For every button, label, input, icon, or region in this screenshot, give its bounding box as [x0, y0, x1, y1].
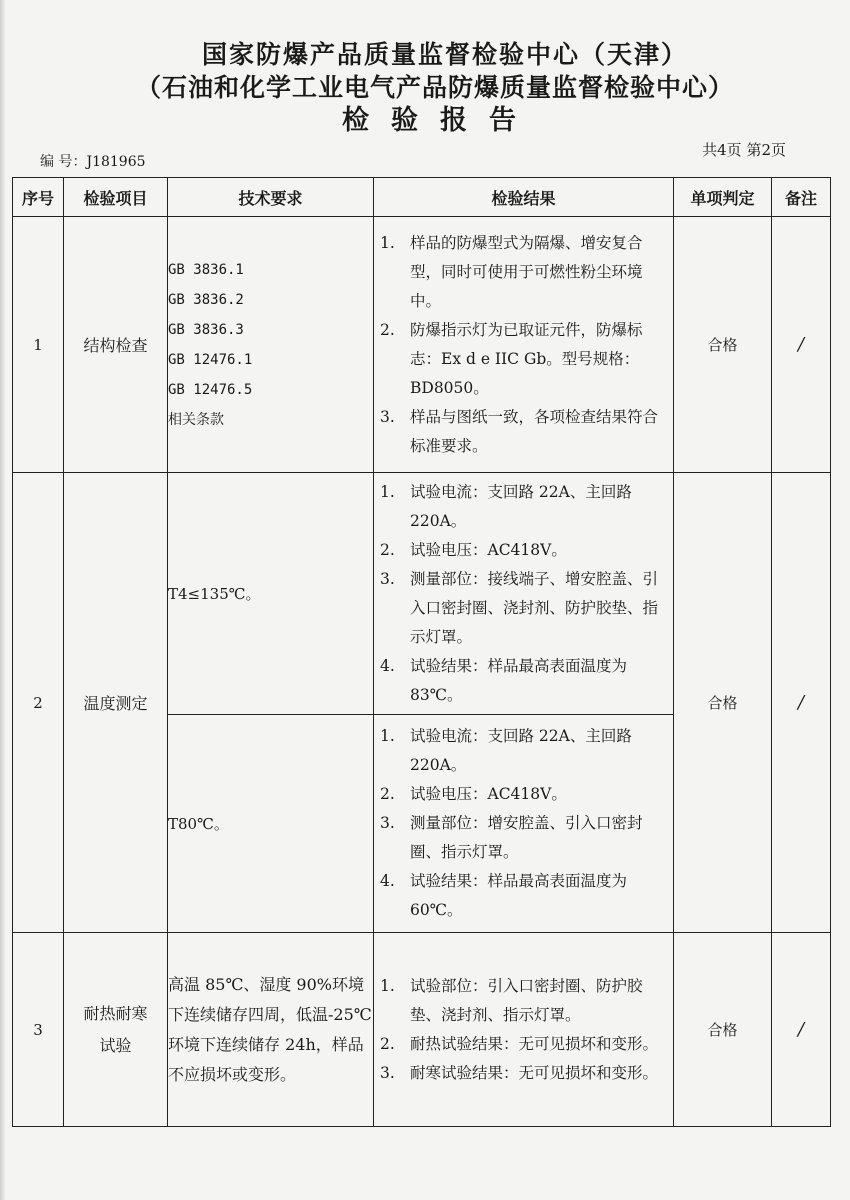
header-seq: 序号	[13, 178, 64, 217]
item-text: 耐热试验结果：无可见损坏和变形。	[410, 1034, 659, 1053]
result-list	[374, 229, 673, 461]
item-number: 1.	[380, 482, 395, 501]
item-number: 1.	[380, 727, 395, 745]
list-item	[374, 809, 673, 867]
row-requirement: T4≤135℃。	[168, 473, 374, 715]
table-row	[13, 473, 831, 715]
row-result	[374, 473, 674, 715]
item-number: 4.	[380, 872, 395, 890]
table-row	[13, 217, 831, 473]
row-result	[374, 217, 674, 473]
table-row	[13, 933, 831, 1127]
result-list	[374, 722, 673, 925]
requirement-line: GB 3836.3	[168, 321, 244, 338]
list-item	[374, 229, 673, 316]
item-text: 试验部位：引入口密封圈、防护胶垫、浇封剂、指示灯罩。	[410, 976, 643, 1024]
header-result: 检验结果	[374, 178, 674, 217]
requirement-line: GB 12476.5	[168, 381, 253, 398]
requirement-line: GB 12476.1	[168, 351, 253, 368]
row-verdict: 合格	[674, 217, 772, 473]
requirement-line: GB 3836.2	[168, 291, 244, 308]
item-number: 4.	[380, 656, 395, 675]
report-number	[40, 151, 146, 171]
header-remark: 备注	[772, 178, 831, 217]
row-no: 2	[13, 473, 64, 933]
item-number: 1.	[380, 233, 395, 252]
row-item: 耐热耐寒试验	[64, 933, 168, 1127]
requirement-line: 相关条款	[168, 411, 224, 428]
item-number: 2.	[380, 540, 395, 559]
item-text: 测量部位：增安腔盖、引入口密封圈、指示灯罩。	[410, 814, 643, 861]
inspection-table	[12, 177, 831, 1127]
report-number-value: J181965	[86, 154, 146, 170]
list-item	[374, 652, 673, 710]
item-text: 试验电压：AC418V。	[410, 785, 567, 803]
item-text: 试验电流：支回路 22A、主回路 220A。	[410, 482, 632, 530]
item-number: 3.	[380, 569, 395, 588]
requirement-line: GB 3836.1	[168, 261, 244, 278]
row-requirement	[168, 217, 374, 473]
table-header-row	[13, 178, 831, 217]
item-text: 样品与图纸一致，各项检查结果符合标准要求。	[410, 407, 659, 455]
list-item	[374, 478, 673, 536]
list-item	[374, 780, 673, 809]
item-text: 防爆指示灯为已取证元件，防爆标志：Ex d e IIC Gb。型号规格：BD8050。	[410, 320, 643, 397]
row-no: 3	[13, 933, 64, 1127]
row-remark: /	[772, 217, 831, 473]
item-text: 测量部位：接线端子、增安腔盖、引入口密封圈、浇封剂、防护胶垫、指示灯罩。	[410, 569, 659, 646]
report-title: 检验报告	[342, 105, 538, 136]
row-requirement: 高温 85℃、湿度 90%环境下连续储存四周，低温-25℃环境下连续储存 24h，样品不应损坏或变形。	[168, 933, 374, 1127]
list-item	[374, 565, 673, 652]
row-verdict: 合格	[674, 473, 772, 933]
row-remark: /	[772, 473, 831, 933]
list-item	[374, 972, 673, 1030]
report-meta-row	[40, 137, 790, 170]
item-text: 试验结果：样品最高表面温度为 83℃。	[410, 656, 628, 704]
item-number: 2.	[380, 785, 395, 803]
item-text: 试验结果：样品最高表面温度为 60℃。	[410, 872, 628, 919]
item-number: 2.	[380, 320, 395, 339]
row-result	[374, 715, 674, 933]
item-text: 试验电压：AC418V。	[410, 540, 567, 559]
list-item	[374, 867, 673, 925]
row-remark: /	[772, 933, 831, 1127]
row-item: 结构检查	[64, 217, 168, 473]
item-text: 耐寒试验结果：无可见损坏和变形。	[410, 1063, 659, 1082]
row-verdict: 合格	[674, 933, 772, 1127]
item-text: 样品的防爆型式为隔爆、增安复合型，同时可使用于可燃性粉尘环境中。	[410, 233, 643, 310]
list-item	[374, 536, 673, 565]
header-verdict: 单项判定	[674, 178, 772, 217]
list-item	[374, 722, 673, 780]
page-edge-shadow	[0, 0, 6, 1200]
list-item	[374, 403, 673, 461]
center-name-title: 国家防爆产品质量监督检验中心（天津）	[201, 40, 688, 69]
center-alt-name-title: （石油和化学工业电气产品防爆质量监督检验中心）	[135, 73, 734, 102]
item-number: 3.	[380, 814, 395, 832]
report-header	[0, 38, 850, 138]
row-item: 温度测定	[64, 473, 168, 933]
row-requirement: T80℃。	[168, 715, 374, 933]
list-item	[374, 316, 673, 403]
result-list	[374, 972, 673, 1088]
result-list	[374, 478, 673, 710]
page-count: 共4页 第2页	[702, 141, 786, 159]
item-number: 2.	[380, 1034, 395, 1053]
report-number-label: 编 号：	[40, 154, 87, 170]
header-item: 检验项目	[64, 178, 168, 217]
list-item	[374, 1059, 673, 1088]
item-number: 3.	[380, 407, 395, 426]
header-requirement: 技术要求	[168, 178, 374, 217]
item-number: 1.	[380, 976, 395, 995]
row-no: 1	[13, 217, 64, 473]
item-text: 试验电流：支回路 22A、主回路 220A。	[410, 727, 632, 774]
item-number: 3.	[380, 1063, 395, 1082]
row-result	[374, 933, 674, 1127]
list-item	[374, 1030, 673, 1059]
